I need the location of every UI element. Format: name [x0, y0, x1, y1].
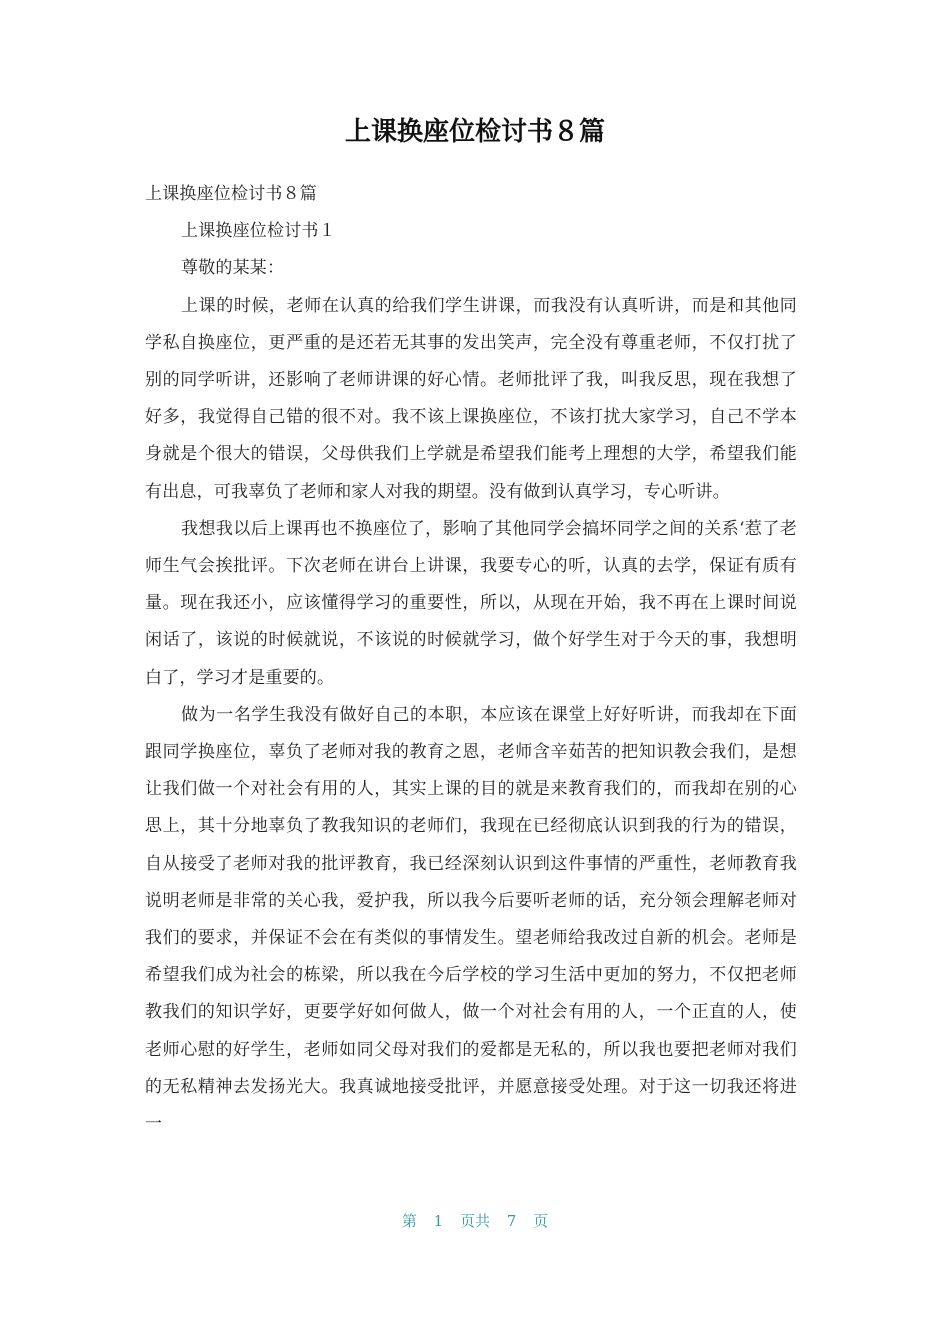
body-paragraph: 尊敬的某某：: [181, 258, 285, 279]
document-title: 上课换座位检讨书８篇: [344, 117, 605, 147]
total-pages-number: 7: [506, 1212, 517, 1230]
page-label-middle: 页共: [459, 1212, 490, 1230]
page-label-prefix: 第: [401, 1212, 417, 1230]
current-page-number: 1: [433, 1212, 444, 1230]
body-paragraph: 上课换座位检讨书８篇: [145, 184, 317, 204]
page-footer: [0, 1210, 950, 1231]
body-paragraph: 做为一名学生我没有做好自己的本职，本应该在课堂上好好听讲，而我却在下面跟同学换座位，辜负了老师对我的教育之恩，老师含辛茹苦的把知识教会我们，是想让我们做一个对社会有用的人，其实上课的目的就是来教育我们的，而我却在别的心思上，其十分地辜负了教我知识的老师们，我现在已经彻底认识到我的行为的错误，自从接受了老师对我的批评教育，我已经深刻认识到这件事情的严重性，老师教育我说明老师是非常的关心我，爱护我，所以我今后要听老师的话，充分领会理解老师对我们的要求，并保证不会在有类似的事情发生。望老师给我改过自新的机会。老师是希望我们成为社会的栋梁，所以我在今后学校的学习生活中更加的努力，不仅把老师教我们的知识学好，更要学好如何做人，做一个对社会有用的人，一个正直的人，使老师心慰的好学生，老师如同父母对我们的爱都是无私的，所以我也要把老师对我们的无私精神去发扬光大。我真诚地接受批评，并愿意接受处理。对于这一切我还将进一: [145, 704, 797, 1135]
body-paragraph: 上课的时候，老师在认真的给我们学生讲课，而我没有认真听讲，而是和其他同学私自换座位，更严重的是还若无其事的发出笑声，完全没有尊重老师，不仅打扰了别的同学听讲，还影响了老师讲课的好心情。老师批评了我，叫我反思，现在我想了好多，我觉得自己错的很不对。我不该上课换座位，不该打扰大家学习，自己不学本身就是个很大的错误，父母供我们上学就是希望我们能考上理想的大学，希望我们能有出息，可我辜负了老师和家人对我的期望。没有做到认真学习，专心听讲。: [145, 295, 797, 502]
body-paragraph: 上课换座位检讨书１: [181, 221, 336, 242]
body-paragraph: 我想我以后上课再也不换座位了，影响了其他同学会搞坏同学之间的关系‘惹了老师生气会挨批评。下次老师在讲台上讲课，我要专心的听，认真的去学，保证有质有量。现在我还小，应该懂得学习的重要性，所以，从现在开始，我不再在上课时间说闲话了，该说的时候就说，不该说的时候就学习，做个好学生对于今天的事，我想明白了，学习才是重要的。: [145, 518, 797, 688]
page-label-suffix: 页: [533, 1212, 549, 1230]
document-body: [145, 176, 797, 1143]
